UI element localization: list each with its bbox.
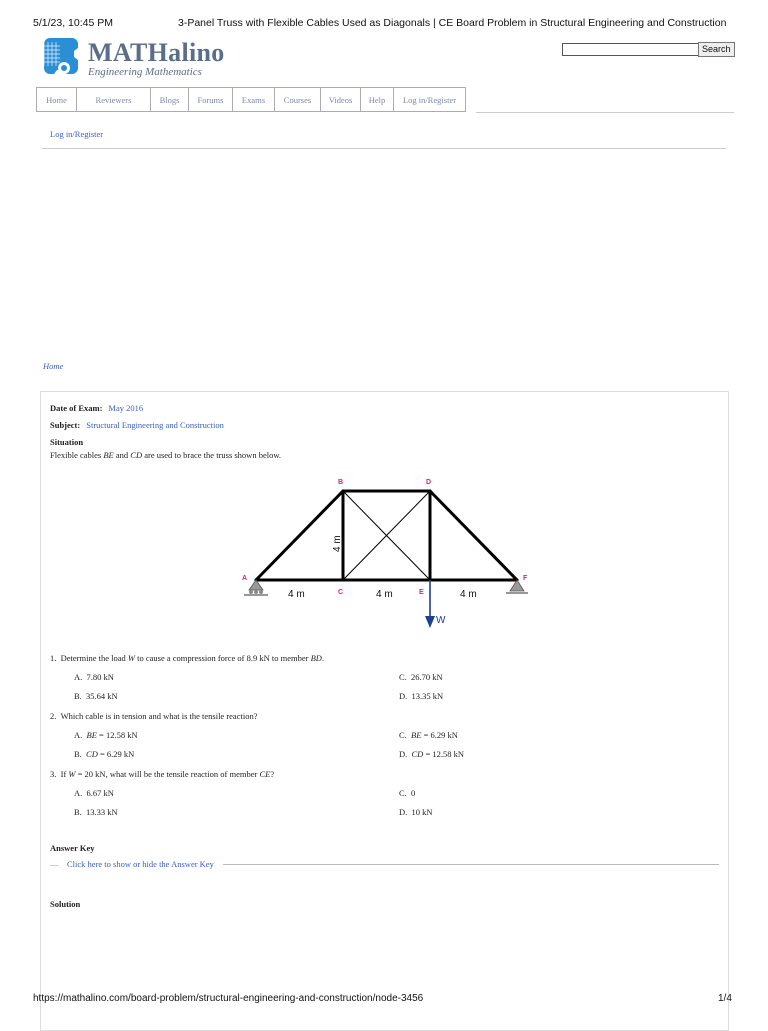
node-label-a: A	[242, 575, 248, 582]
search-button[interactable]: Search	[698, 42, 735, 57]
nav-help[interactable]: Help	[361, 87, 394, 112]
main-nav	[36, 87, 466, 112]
load-arrow	[425, 580, 435, 628]
situation-text: Flexible cables BE and CD are used to brace the truss shown below.	[50, 450, 282, 460]
site-logo-subtitle: Engineering Mathematics	[88, 66, 202, 78]
q1-option-d: D. 13.35 kN	[399, 691, 444, 701]
exam-subject	[50, 420, 224, 430]
print-url: https://mathalino.com/board-problem/structural-engineering-and-construction/node-3456	[33, 993, 424, 1004]
node-label-e: E	[419, 589, 424, 596]
nav-forums[interactable]: Forums	[189, 87, 233, 112]
answer-key-toggle-link[interactable]: Click here to show or hide the Answer Key	[67, 859, 214, 869]
login-register-link[interactable]: Log in/Register	[50, 129, 104, 139]
answer-key-toggle-row	[50, 859, 720, 869]
load-label-w: W	[436, 615, 446, 626]
dim-ac: 4 m	[288, 589, 305, 600]
answer-key-heading: Answer Key	[50, 843, 95, 853]
question-2: 2. Which cable is in tension and what is the tensile reaction?	[50, 711, 258, 721]
q1-option-a: A. 7.80 kN	[74, 672, 114, 682]
cables	[343, 491, 430, 580]
node-label-d: D	[426, 479, 432, 486]
site-logo-title[interactable]: MATHalino	[88, 38, 225, 67]
nav-divider	[476, 112, 734, 113]
pin-support-a	[244, 580, 268, 595]
dim-ce: 4 m	[376, 589, 393, 600]
q3-option-a: A. 6.67 kN	[74, 788, 114, 798]
question-1: 1. Determine the load W to cause a compression force of 8.9 kN to member BD.	[50, 653, 325, 663]
q1-option-c: C. 26.70 kN	[399, 672, 443, 682]
q1-option-b: B. 35.64 kN	[74, 691, 118, 701]
nav-reviewers[interactable]: Reviewers	[77, 87, 151, 112]
nav-courses[interactable]: Courses	[275, 87, 321, 112]
nav-blogs[interactable]: Blogs	[151, 87, 189, 112]
exam-subject-label: Subject:	[50, 420, 81, 430]
q2-option-a: A. BE = 12.58 kN	[74, 730, 138, 740]
q3-option-d: D. 10 kN	[399, 807, 433, 817]
search-input[interactable]	[562, 43, 700, 56]
dim-bc-height: 4 m	[332, 535, 343, 552]
q2-option-d: D. CD = 12.58 kN	[399, 749, 465, 759]
q3-option-b: B. 13.33 kN	[74, 807, 118, 817]
exam-subject-link[interactable]: Structural Engineering and Construction	[86, 420, 224, 430]
gear-grid-icon[interactable]	[34, 36, 80, 82]
q2-option-b: B. CD = 6.29 kN	[74, 749, 135, 759]
q3-option-c: C. 0	[399, 788, 416, 798]
exam-date-link[interactable]: May 2016	[108, 403, 144, 413]
answer-key-rule	[223, 864, 719, 865]
nav-exams[interactable]: Exams	[233, 87, 275, 112]
print-page-number: 1/4	[718, 993, 732, 1004]
member-ab	[256, 491, 343, 580]
member-df	[430, 491, 517, 580]
dim-ef: 4 m	[460, 589, 477, 600]
node-label-c: C	[338, 589, 344, 596]
nav-home[interactable]: Home	[36, 87, 77, 112]
situation-heading: Situation	[50, 437, 84, 447]
answer-key-dash: —	[50, 859, 59, 869]
nav-videos[interactable]: Videos	[321, 87, 361, 112]
node-label-b: B	[338, 479, 344, 486]
nav-login-register[interactable]: Log in/Register	[394, 87, 466, 112]
solution-heading: Solution	[50, 899, 81, 909]
question-3: 3. If W = 20 kN, what will be the tensile reaction of member CE?	[50, 769, 275, 779]
exam-date-label: Date of Exam:	[50, 403, 103, 413]
print-page-title: 3-Panel Truss with Flexible Cables Used as Diagonals | CE Board Problem in Structural Engineering and Construction	[178, 17, 727, 29]
header-divider	[42, 148, 726, 149]
truss-diagram	[236, 474, 536, 634]
breadcrumb-home[interactable]: Home	[43, 361, 64, 371]
print-datetime: 5/1/23, 10:45 PM	[33, 17, 113, 29]
q2-option-c: C. BE = 6.29 kN	[399, 730, 458, 740]
exam-date	[50, 403, 143, 413]
node-label-f: F	[523, 575, 528, 582]
